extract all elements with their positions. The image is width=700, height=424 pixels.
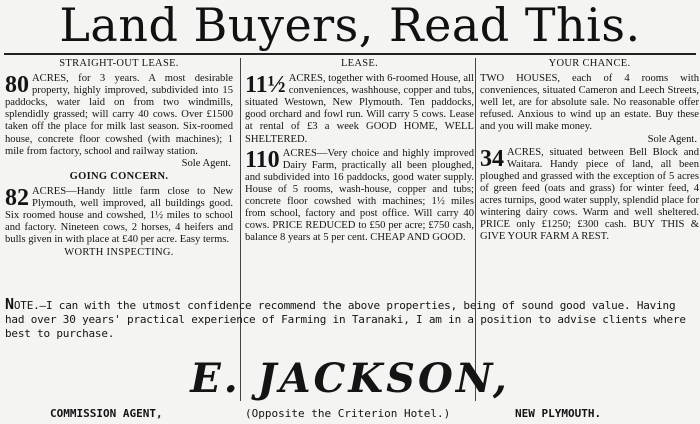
agent-town: NEW PLYMOUTH.: [515, 407, 602, 420]
acreage-number: 80: [5, 72, 29, 99]
column-your-chance: [475, 58, 699, 401]
column-lease: [240, 58, 474, 401]
column-heading: STRAIGHT-OUT LEASE.: [59, 58, 179, 69]
agent-title: COMMISSION AGENT,: [50, 407, 163, 420]
listing-two-houses: [480, 73, 699, 133]
listing-text: ACRES—Very choice and highly improved Dairy Farm, practically all been ploughed, and subdivided into 16 paddocks, good water supply. House of 5 rooms, wash-house, copper and tubs; concrete floor cowshed with machines; 1½ miles from school, factory and post office. Will carry 40 cows. PRICE REDUCED to £50 per acre; £750 cash, balance 8 years at 5 per cent. CHEAP AND GOOD.: [245, 147, 474, 244]
agent-name: E. JACKSON,: [190, 355, 510, 402]
listing-80-acres: [5, 73, 233, 158]
headline: Land Buyers, Read This.: [59, 0, 641, 52]
listing-110-acres: [245, 148, 474, 245]
sole-agent-signature: Sole Agent.: [647, 133, 697, 145]
listing-text: ACRES, together with 6-roomed House, all conveniences, washhouse, copper and tubs, situated Westown, New Plymouth. Ten paddocks, good orchard and fowl run. Will carry 5 cows. Lease at rental of £3 a week GOOD HOME, WELL SHELTERED.: [245, 73, 474, 145]
listing-34-acres: [480, 147, 699, 244]
listing-11-acres: [245, 73, 474, 146]
column-straight-out-lease: [5, 58, 233, 401]
note-initial: N: [5, 295, 14, 313]
column-footer: WORTH INSPECTING.: [64, 247, 174, 259]
listing-text: ACRES, situated between Bell Block and Waitara. Handy piece of land, all been ploughed and grassed with the exception of 5 acres of green feed (oats and grass) for winter feed, 4 acres turnips, good water supply, splendid place for wintering dairy cows. Warm and well sheltered. PRICE only £1250; £300 cash. BUY THIS & GIVE YOUR FARM A REST.: [480, 146, 699, 243]
column-heading: LEASE.: [340, 58, 379, 69]
acreage-number: 34: [480, 145, 504, 172]
top-rule: [4, 53, 696, 55]
column-heading: YOUR CHANCE.: [548, 58, 631, 69]
agent-address: (Opposite the Criterion Hotel.): [245, 407, 451, 420]
acreage-number: 110: [245, 146, 280, 173]
column-subheading: GOING CONCERN.: [69, 170, 169, 182]
acreage-number: 11½: [245, 72, 286, 99]
listing-text: ACRES—Handy little farm close to New Plymouth, well improved, all buildings good. Six roomed house and cowshed, 1½ miles to school and factory. Nineteen cows, 2 horses, 4 heifers and bulls given in with place at £40 per acre. Easy terms.: [5, 185, 233, 246]
note-paragraph: [5, 297, 695, 341]
listing-text: ACRES, for 3 years. A most desirable property, highly improved, subdivided into 15 paddocks, water laid on from two windmills, splendidly grassed; will carry 40 cows. Over £1500 taken off the place for milk last season. Six-roomed house, concrete floor cowshed (with machines); 1 mile from factory, school and railway station.: [5, 73, 233, 157]
sole-agent-signature: Sole Agent.: [181, 157, 231, 169]
note-text: OTE.—I can with the utmost confidence recommend the above properties, being of sound good value. Having had over 30 years' practical experience of Farming in Taranaki, I am in a position to advise clients where best to purchase.: [5, 299, 686, 340]
acreage-number: 82: [5, 184, 29, 211]
listing-text: TWO HOUSES, each of 4 rooms with conveniences, situated Cameron and Leech Streets, well let, are for absolute sale. No reasonable offer refused. Anxious to wind up an estate. Buy these and you will make money.: [480, 73, 699, 133]
listing-82-acres: [5, 186, 233, 246]
